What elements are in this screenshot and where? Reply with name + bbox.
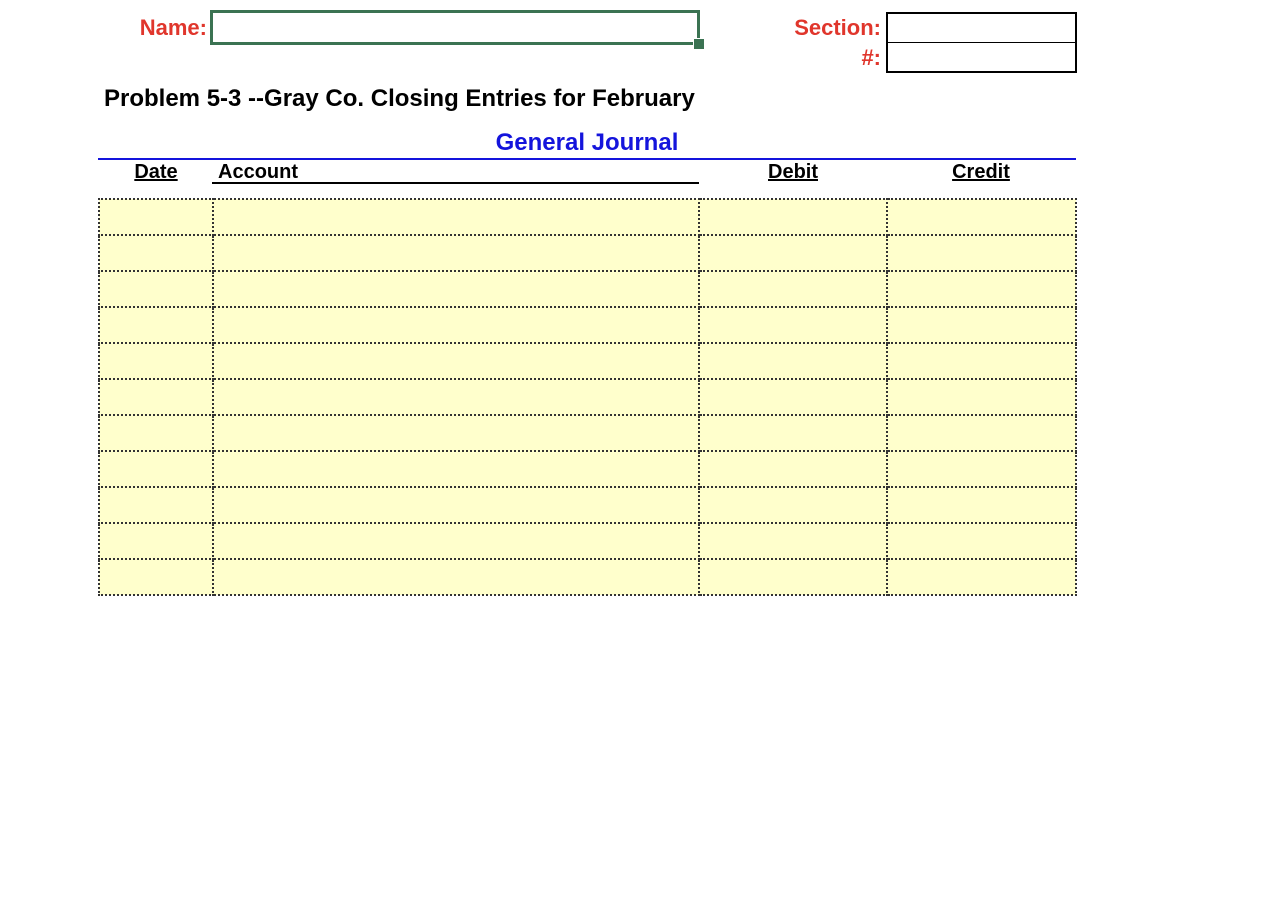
journal-title-rule [98, 158, 1076, 160]
journal-row [99, 559, 1076, 595]
debit-cell[interactable] [699, 379, 887, 415]
credit-cell[interactable] [887, 379, 1076, 415]
debit-cell[interactable] [699, 487, 887, 523]
journal-row [99, 199, 1076, 235]
debit-cell[interactable] [699, 271, 887, 307]
journal-row [99, 451, 1076, 487]
credit-cell[interactable] [887, 343, 1076, 379]
date-cell[interactable] [99, 307, 213, 343]
problem-title: Problem 5-3 --Gray Co. Closing Entries for February [104, 85, 695, 112]
credit-cell[interactable] [887, 271, 1076, 307]
account-cell[interactable] [213, 415, 699, 451]
credit-cell[interactable] [887, 235, 1076, 271]
column-header-date: Date [134, 161, 178, 183]
account-cell[interactable] [213, 379, 699, 415]
section-label: Section: [794, 15, 881, 40]
journal-row [99, 235, 1076, 271]
date-cell[interactable] [99, 451, 213, 487]
date-cell[interactable] [99, 415, 213, 451]
date-cell[interactable] [99, 199, 213, 235]
credit-cell[interactable] [887, 523, 1076, 559]
journal-row [99, 523, 1076, 559]
name-input-cell[interactable] [210, 10, 700, 45]
credit-cell[interactable] [887, 307, 1076, 343]
journal-row [99, 307, 1076, 343]
date-cell[interactable] [99, 235, 213, 271]
credit-cell[interactable] [887, 415, 1076, 451]
debit-cell[interactable] [699, 235, 887, 271]
journal-row [99, 487, 1076, 523]
account-cell[interactable] [213, 451, 699, 487]
credit-cell[interactable] [887, 487, 1076, 523]
number-label: #: [861, 45, 881, 70]
name-label: Name: [139, 15, 207, 40]
account-cell[interactable] [213, 199, 699, 235]
column-header-credit: Credit [952, 161, 1010, 183]
credit-cell[interactable] [887, 559, 1076, 595]
date-cell[interactable] [99, 487, 213, 523]
journal-row [99, 379, 1076, 415]
journal-entry-grid [98, 198, 1077, 596]
account-cell[interactable] [213, 343, 699, 379]
section-input-cell[interactable] [886, 12, 1077, 44]
column-header-debit: Debit [768, 161, 818, 183]
date-cell[interactable] [99, 523, 213, 559]
debit-cell[interactable] [699, 415, 887, 451]
fill-handle[interactable] [693, 38, 705, 50]
debit-cell[interactable] [699, 523, 887, 559]
debit-cell[interactable] [699, 199, 887, 235]
account-cell[interactable] [213, 235, 699, 271]
debit-cell[interactable] [699, 307, 887, 343]
journal-title: General Journal [495, 129, 679, 156]
credit-cell[interactable] [887, 451, 1076, 487]
number-input-cell[interactable] [886, 42, 1077, 73]
journal-row [99, 415, 1076, 451]
credit-cell[interactable] [887, 199, 1076, 235]
account-cell[interactable] [213, 523, 699, 559]
debit-cell[interactable] [699, 451, 887, 487]
date-cell[interactable] [99, 343, 213, 379]
journal-row [99, 271, 1076, 307]
account-cell[interactable] [213, 271, 699, 307]
date-cell[interactable] [99, 559, 213, 595]
account-cell[interactable] [213, 307, 699, 343]
column-header-account: Account [212, 161, 699, 184]
journal-row [99, 343, 1076, 379]
account-cell[interactable] [213, 559, 699, 595]
date-cell[interactable] [99, 379, 213, 415]
debit-cell[interactable] [699, 343, 887, 379]
date-cell[interactable] [99, 271, 213, 307]
debit-cell[interactable] [699, 559, 887, 595]
account-cell[interactable] [213, 487, 699, 523]
